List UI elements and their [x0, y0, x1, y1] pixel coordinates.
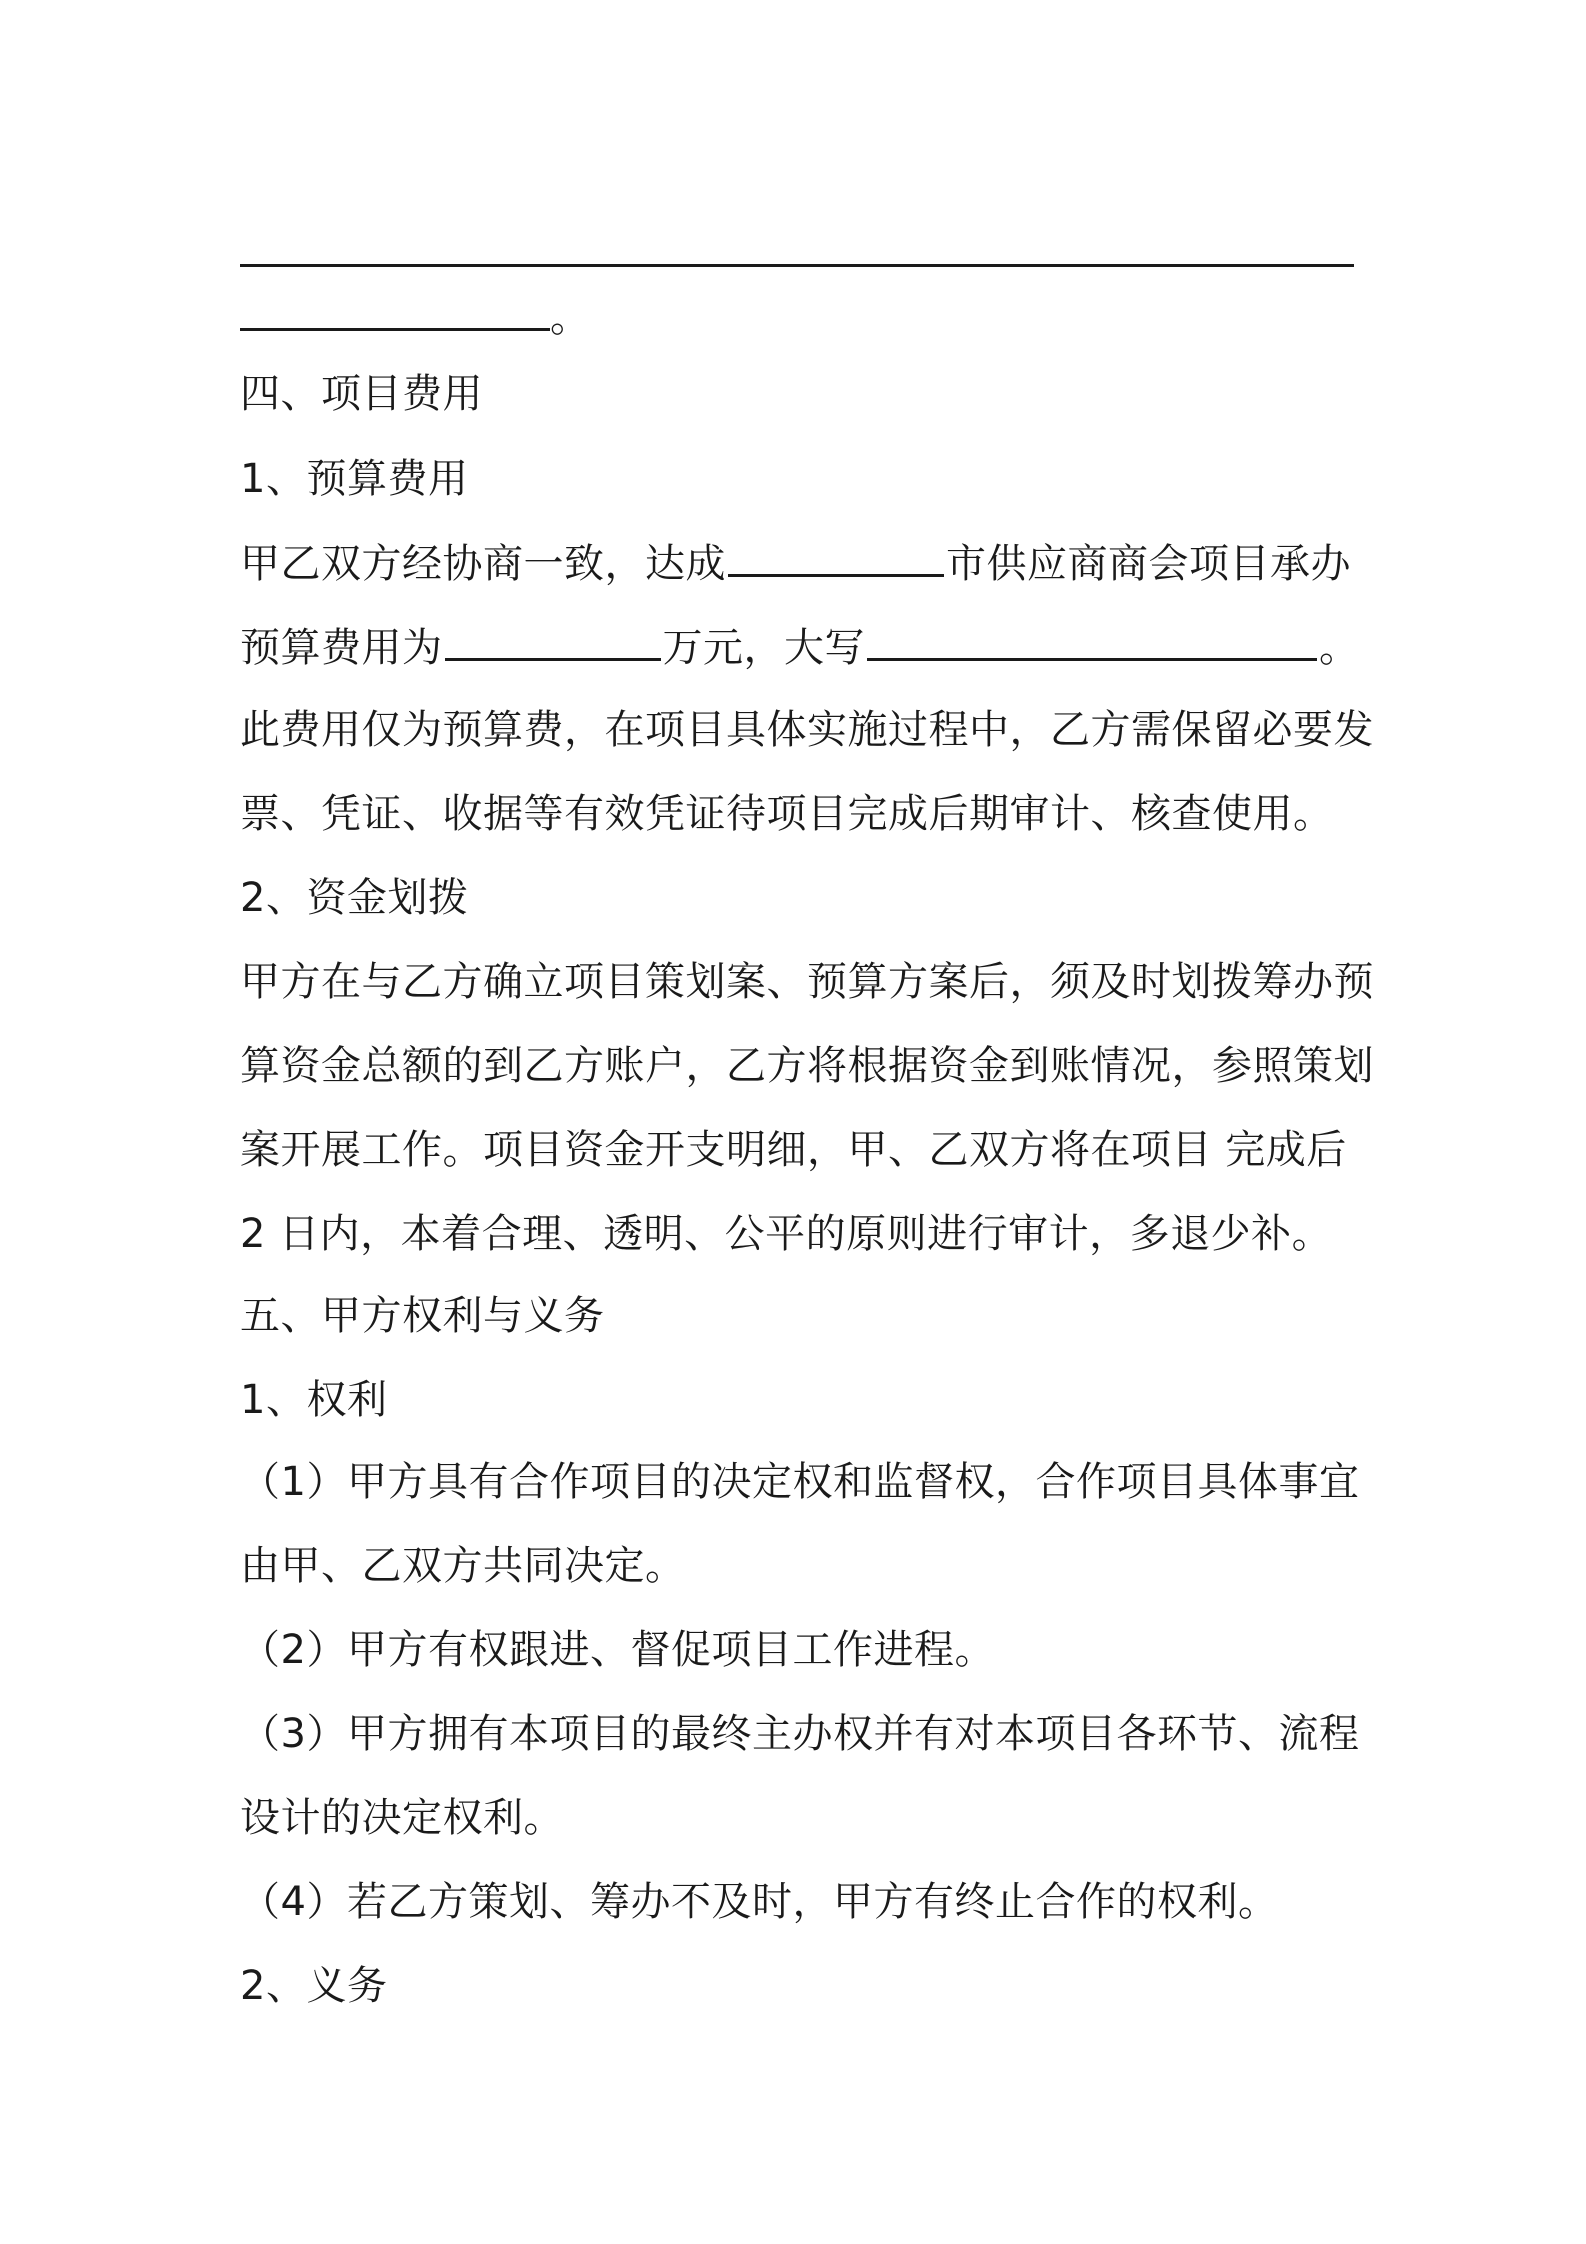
paragraph-line: 2 日内，本着合理、透明、公平的原则进行审计，多退少补。	[240, 1211, 1333, 1257]
document-page	[240, 0, 1374, 2244]
paragraph-line: 此费用仅为预算费，在项目具体实施过程中，乙方需保留必要发	[240, 707, 1374, 753]
subsection-heading: 1、预算费用	[240, 456, 469, 502]
text-run: 市供应商商会项目承办	[946, 541, 1351, 587]
paragraph-line: 甲方在与乙方确立项目策划案、预算方案后，须及时划拨筹办预	[240, 959, 1374, 1005]
list-item: （4）若乙方策划、筹办不及时，甲方有终止合作的权利。	[240, 1879, 1279, 1925]
text-run: 万元，大写	[662, 625, 865, 671]
blank-underline	[445, 622, 661, 661]
subsection-heading: 2、义务	[240, 1963, 388, 2009]
paragraph-line: 算资金总额的到乙方账户，乙方将根据资金到账情况，参照策划	[240, 1043, 1374, 1089]
blank-underline	[240, 228, 1354, 267]
list-item: （3）甲方拥有本项目的最终主办权并有对本项目各环节、流程	[240, 1711, 1360, 1757]
section-heading: 五、甲方权利与义务	[240, 1293, 605, 1339]
text-run: 预算费用为	[240, 625, 443, 671]
paragraph-line: 票、凭证、收据等有效凭证待项目完成后期审计、核查使用。	[240, 791, 1334, 837]
list-item: （1）甲方具有合作项目的决定权和监督权，合作项目具体事宜	[240, 1459, 1360, 1505]
list-item: （2）甲方有权跟进、督促项目工作进程。	[240, 1627, 995, 1673]
text-run: 。	[1319, 625, 1360, 671]
section-heading: 四、项目费用	[240, 371, 483, 417]
blank-underline	[728, 538, 944, 577]
subsection-heading: 2、资金划拨	[240, 875, 469, 921]
list-item-continuation: 由甲、乙双方共同决定。	[240, 1543, 686, 1589]
blank-underline	[867, 622, 1317, 661]
paragraph-line	[240, 538, 1351, 588]
subsection-heading: 1、权利	[240, 1377, 388, 1423]
text-run: 甲乙双方经协商一致，达成	[240, 541, 726, 587]
list-item-continuation: 设计的决定权利。	[240, 1795, 564, 1841]
blank-fill-tail	[240, 292, 591, 342]
blank-fill-line	[240, 228, 1354, 278]
blank-tail-end: 。	[550, 295, 591, 341]
paragraph-line	[240, 622, 1360, 672]
blank-underline	[240, 292, 550, 331]
paragraph-line: 案开展工作。项目资金开支明细，甲、乙双方将在项目 完成后	[240, 1127, 1347, 1173]
